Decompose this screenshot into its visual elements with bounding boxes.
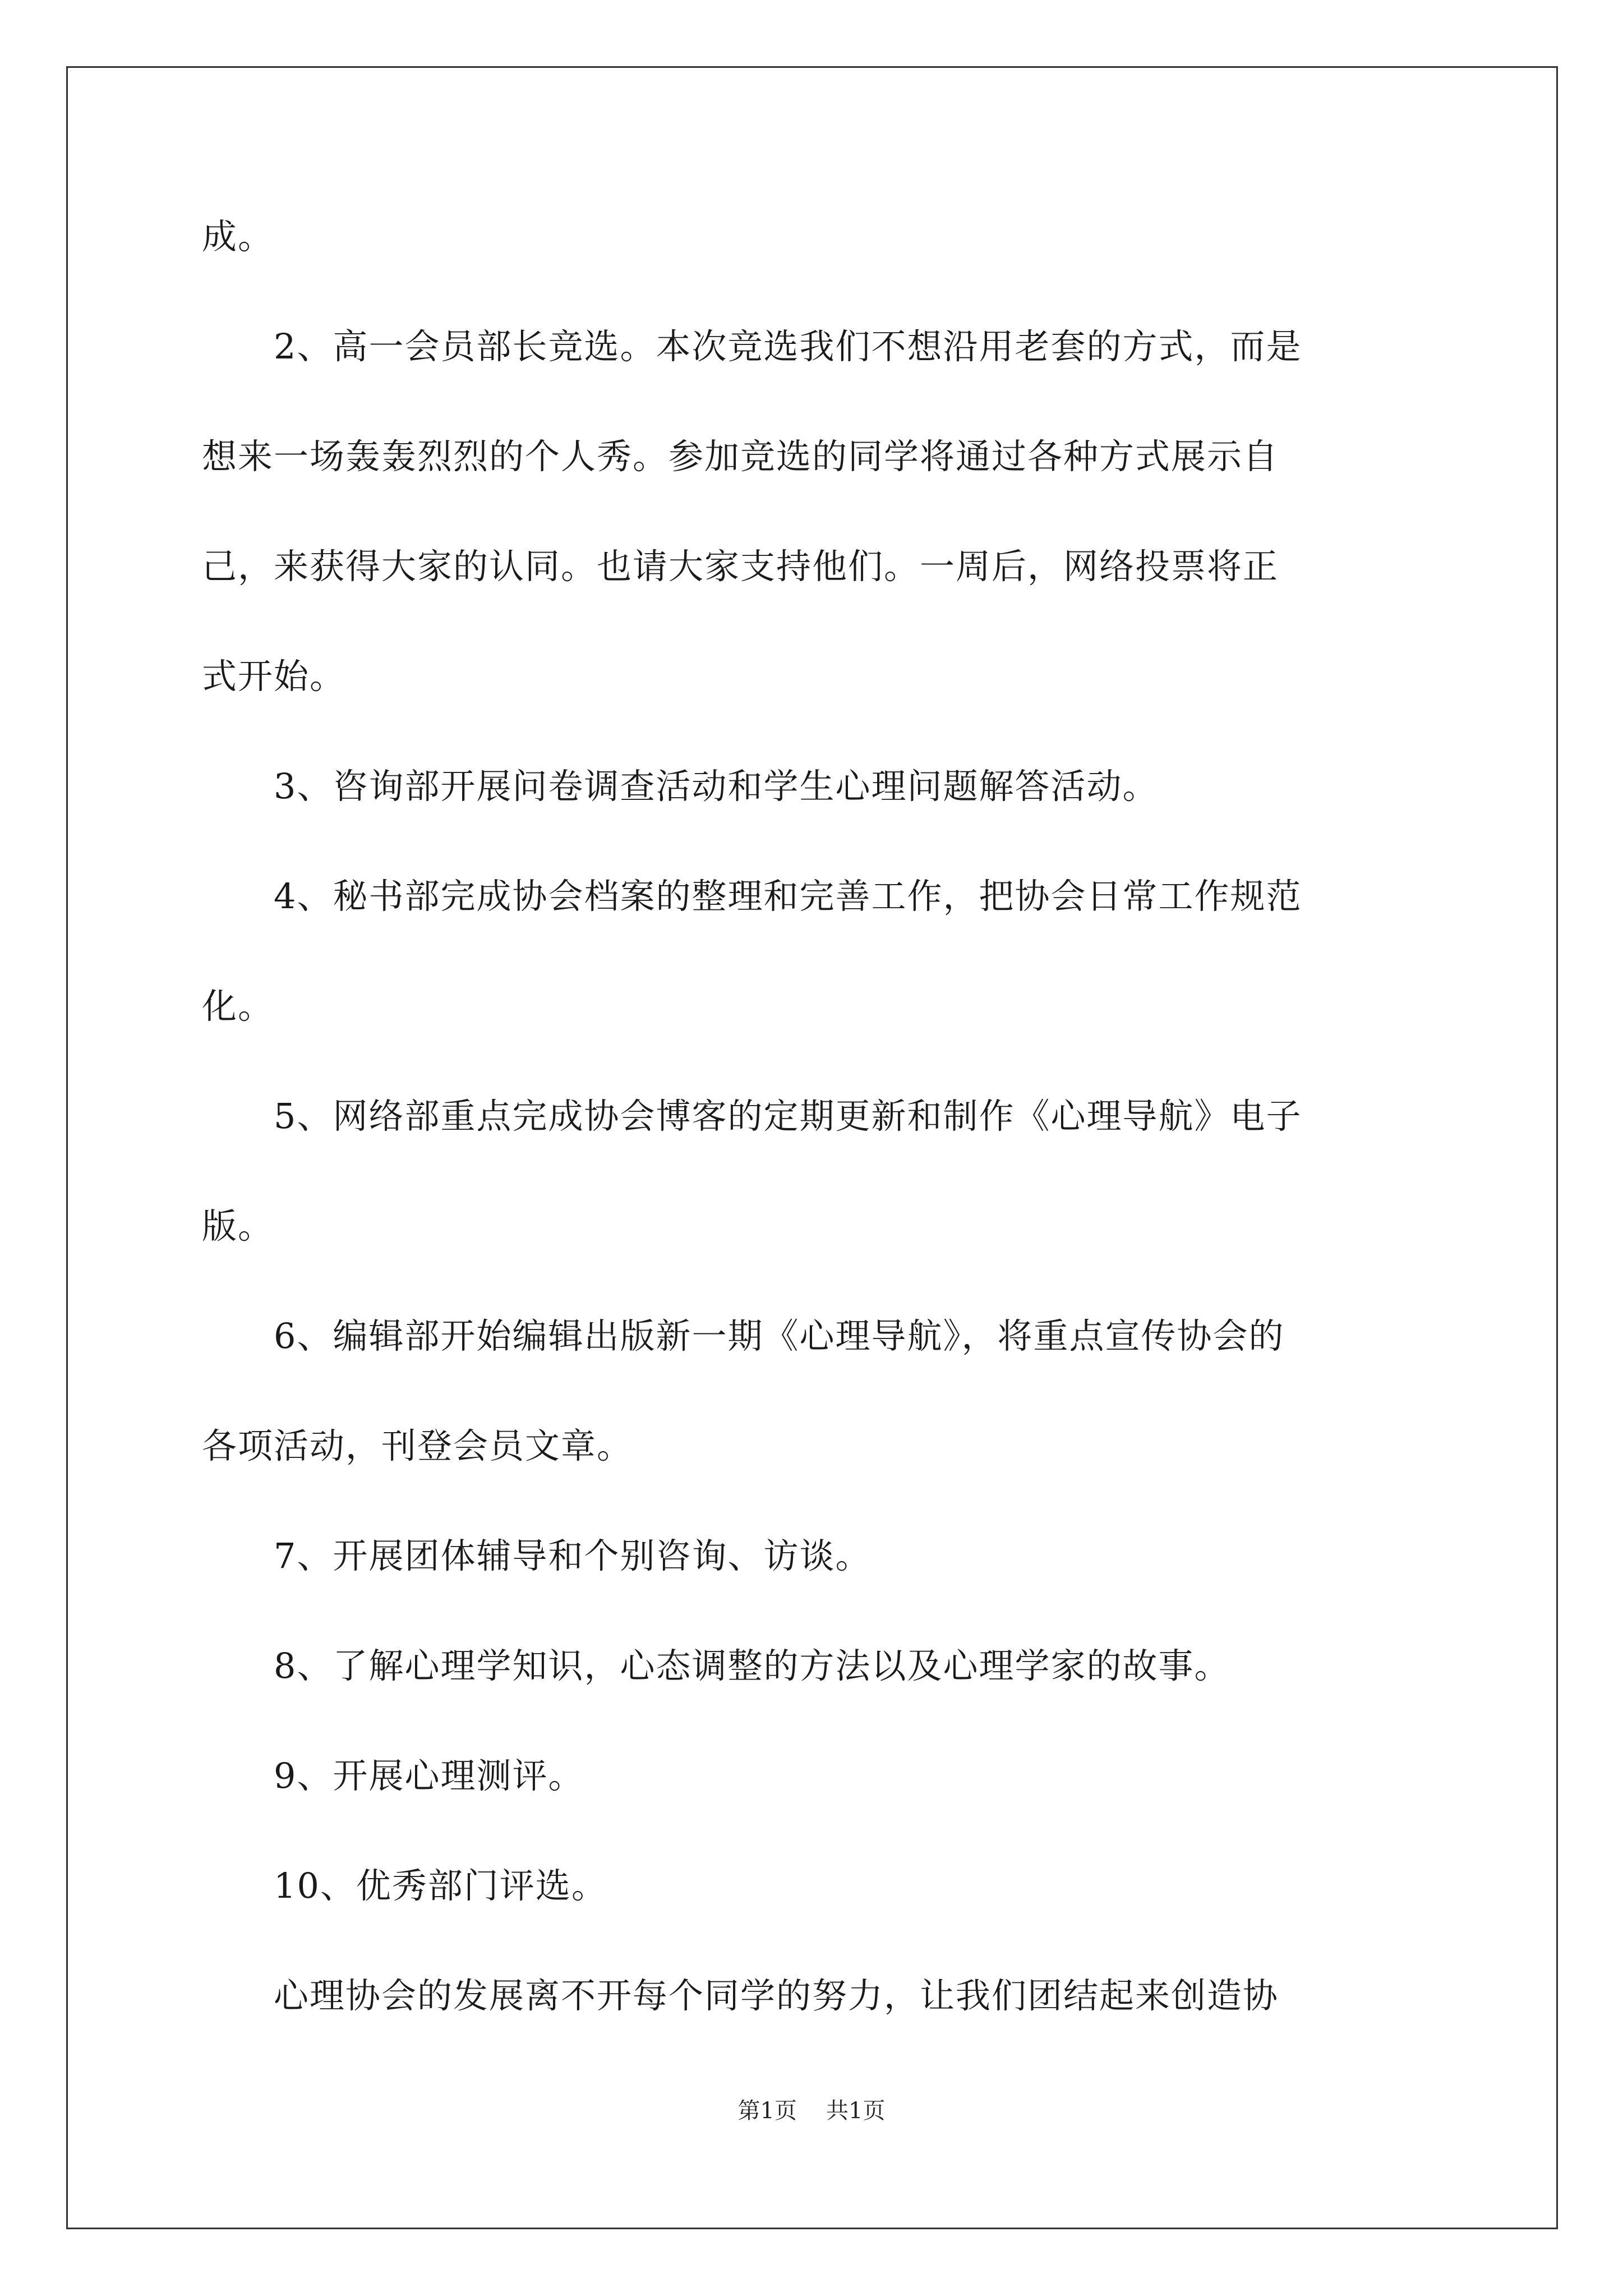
text-line: 6、编辑部开始编辑出版新一期《心理导航》，将重点宣传协会的 xyxy=(202,1315,1285,1356)
text-line: 版。 xyxy=(202,1205,274,1246)
text-line: 成。 xyxy=(202,216,274,257)
text-line: 化。 xyxy=(202,986,274,1027)
text-line: 7、开展团体辅导和个别咨询、访谈。 xyxy=(202,1535,872,1576)
page-number: 第1页 xyxy=(737,2098,797,2124)
text-line: 9、开展心理测评。 xyxy=(202,1755,584,1796)
text-line: 5、网络部重点完成协会博客的定期更新和制作《心理导航》电子 xyxy=(202,1096,1302,1137)
page-total: 共1页 xyxy=(826,2098,886,2124)
text-line: 己，来获得大家的认同。也请大家支持他们。一周后，网络投票将正 xyxy=(202,546,1279,587)
text-line: 想来一场轰轰烈烈的个人秀。参加竞选的同学将通过各种方式展示自 xyxy=(202,436,1279,477)
text-line: 2、高一会员部长竞选。本次竞选我们不想沿用老套的方式，而是 xyxy=(202,326,1302,367)
text-line: 8、了解心理学知识，心态调整的方法以及心理学家的故事。 xyxy=(202,1645,1230,1686)
text-line: 4、秘书部完成协会档案的整理和完善工作，把协会日常工作规范 xyxy=(202,876,1302,917)
text-line: 心理协会的发展离不开每个同学的努力，让我们团结起来创造协 xyxy=(202,1975,1279,2016)
text-line: 10、优秀部门评选。 xyxy=(202,1865,607,1906)
page-footer xyxy=(0,2097,1623,2125)
text-line: 式开始。 xyxy=(202,656,346,697)
text-line: 3、咨询部开展问卷调查活动和学生心理问题解答活动。 xyxy=(202,766,1159,807)
text-line: 各项活动，刊登会员文章。 xyxy=(202,1425,633,1466)
